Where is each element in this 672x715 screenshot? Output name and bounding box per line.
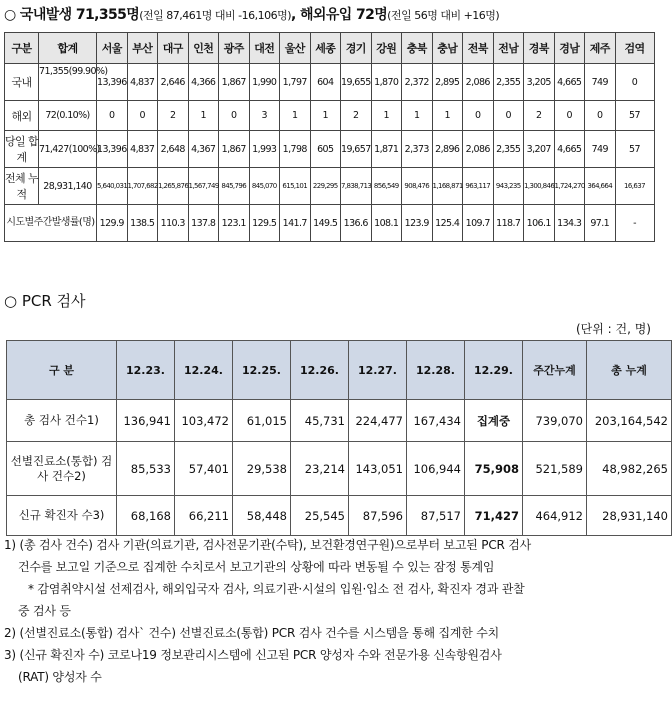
data-cell: 129.9 [97, 205, 128, 242]
table-row [5, 64, 655, 101]
header-cell: 주간누계 [523, 341, 587, 400]
data-cell: 3,207 [524, 131, 555, 168]
table-row [5, 168, 655, 205]
data-cell: 1,300,846 [524, 168, 555, 205]
data-cell: 29,538 [233, 442, 291, 496]
total-cell: 72(0.10%) [39, 101, 97, 131]
data-cell: 1 [402, 101, 433, 131]
data-cell: 2,355 [493, 131, 524, 168]
header-cell: 충북 [402, 33, 433, 64]
data-cell: 943,235 [493, 168, 524, 205]
data-cell: 108.1 [371, 205, 402, 242]
data-cell: 75,908 [465, 442, 523, 496]
data-cell: 4,367 [188, 131, 219, 168]
data-cell: 28,931,140 [587, 496, 672, 536]
data-cell: 13,396 [97, 131, 128, 168]
overseas-change: (전일 56명 대비 +16명) [387, 9, 500, 22]
data-cell: 0 [219, 101, 250, 131]
data-cell: 19,657 [341, 131, 372, 168]
header-cell: 12.25. [233, 341, 291, 400]
data-cell: 0 [97, 101, 128, 131]
data-cell: 856,549 [371, 168, 402, 205]
data-cell: 4,837 [127, 131, 158, 168]
data-cell: 2,372 [402, 64, 433, 101]
data-cell: 87,596 [349, 496, 407, 536]
row-label: 전체 누적 [5, 168, 39, 205]
data-cell: 615,101 [280, 168, 311, 205]
row-label: 당일 합계 [5, 131, 39, 168]
data-cell: 1,993 [249, 131, 280, 168]
data-cell: 13,396 [97, 64, 128, 101]
data-cell: 87,517 [407, 496, 465, 536]
data-cell: 129.5 [249, 205, 280, 242]
header-cell: 인천 [188, 33, 219, 64]
data-cell: 136,941 [117, 400, 175, 442]
data-cell: 0 [463, 101, 494, 131]
domestic-count: ○ 국내발생 71,355명 [4, 7, 140, 23]
header-cell: 12.28. [407, 341, 465, 400]
table-row [7, 400, 672, 442]
row-label: 선별진료소(통합) 검사 건수2) [7, 442, 117, 496]
data-cell: 1 [280, 101, 311, 131]
data-cell: 229,295 [310, 168, 341, 205]
pcr-section-title: ○ PCR 검사 [4, 292, 86, 310]
data-cell: 1,724,270 [554, 168, 585, 205]
footnote-2: 2) (선별진료소(통합) 검사` 건수) 선별진료소(통합) PCR 검사 건수를 시스템을 통해 집계한 수치 [4, 626, 500, 640]
table-row [5, 205, 655, 242]
data-cell: 106,944 [407, 442, 465, 496]
data-cell: 2 [158, 101, 189, 131]
data-cell: 71,427 [465, 496, 523, 536]
data-cell: 137.8 [188, 205, 219, 242]
data-cell: 118.7 [493, 205, 524, 242]
header-cell: 충남 [432, 33, 463, 64]
data-cell: 109.7 [463, 205, 494, 242]
header-cell: 검역 [615, 33, 654, 64]
data-cell: 2,646 [158, 64, 189, 101]
data-cell: 4,665 [554, 64, 585, 101]
footnote-1-detail-cont: 중 검사 등 [18, 604, 71, 618]
data-cell: 138.5 [127, 205, 158, 242]
data-cell: 2,895 [432, 64, 463, 101]
data-cell: 1,707,682 [127, 168, 158, 205]
data-cell: 25,545 [291, 496, 349, 536]
data-cell: 7,838,713 [341, 168, 372, 205]
data-cell: 4,366 [188, 64, 219, 101]
data-cell: 604 [310, 64, 341, 101]
data-cell: 141.7 [280, 205, 311, 242]
data-cell: 1 [310, 101, 341, 131]
data-cell: 106.1 [524, 205, 555, 242]
data-cell: 1,870 [371, 64, 402, 101]
data-cell: 1,990 [249, 64, 280, 101]
footnote-1-cont: 건수를 보고일 기준으로 집계한 수치로서 보고기관의 상황에 따라 변동될 수 있는 잠정 통계임 [18, 560, 495, 574]
section1-title [4, 4, 499, 24]
data-cell: 0 [554, 101, 585, 131]
data-cell: 66,211 [175, 496, 233, 536]
data-cell: 0 [585, 101, 616, 131]
row-label: 시도별주간발생률(명) [5, 205, 97, 242]
data-cell: 97.1 [585, 205, 616, 242]
data-cell: 123.9 [402, 205, 433, 242]
data-cell: 61,015 [233, 400, 291, 442]
overseas-count: , 해외유입 72명 [291, 7, 388, 23]
unit-label: (단위 : 건, 명) [575, 322, 651, 336]
data-cell: 16,637 [615, 168, 654, 205]
data-cell: 110.3 [158, 205, 189, 242]
header-cell: 총 누계 [587, 341, 672, 400]
data-cell: 2,086 [463, 64, 494, 101]
data-cell: 집계중 [465, 400, 523, 442]
table-row [7, 442, 672, 496]
header-cell: 12.27. [349, 341, 407, 400]
data-cell: 134.3 [554, 205, 585, 242]
data-cell: 2,086 [463, 131, 494, 168]
data-cell: 203,164,542 [587, 400, 672, 442]
data-cell: 125.4 [432, 205, 463, 242]
data-cell: 0 [615, 64, 654, 101]
header-cell: 대구 [158, 33, 189, 64]
data-cell: 1 [371, 101, 402, 131]
data-cell: 57,401 [175, 442, 233, 496]
row-label: 신규 확진자 수3) [7, 496, 117, 536]
header-cell: 경기 [341, 33, 372, 64]
data-cell: 4,665 [554, 131, 585, 168]
data-cell: 19,655 [341, 64, 372, 101]
data-cell: 749 [585, 131, 616, 168]
row-label: 해외 [5, 101, 39, 131]
header-cell: 12.23. [117, 341, 175, 400]
header-cell: 구분 [5, 33, 39, 64]
table-row [5, 101, 655, 131]
data-cell: 845,070 [249, 168, 280, 205]
data-cell: 749 [585, 64, 616, 101]
table2-header-row [7, 341, 672, 400]
row-label: 총 검사 건수1) [7, 400, 117, 442]
header-cell: 12.29. [465, 341, 523, 400]
data-cell: 58,448 [233, 496, 291, 536]
data-cell: 48,982,265 [587, 442, 672, 496]
data-cell: 908,476 [402, 168, 433, 205]
data-cell: 57 [615, 131, 654, 168]
data-cell: 224,477 [349, 400, 407, 442]
regional-cases-table [4, 32, 655, 242]
data-cell: 963,117 [463, 168, 494, 205]
data-cell: 605 [310, 131, 341, 168]
data-cell: 45,731 [291, 400, 349, 442]
data-cell: 1,871 [371, 131, 402, 168]
data-cell: 2,373 [402, 131, 433, 168]
total-cell: 71,427(100%) [39, 131, 97, 168]
table1-header-row [5, 33, 655, 64]
data-cell: 845,796 [219, 168, 250, 205]
footnote-1-detail: * 감염취약시설 선제검사, 해외입국자 검사, 의료기관·시설의 입원·입소 전 검사, 확진자 경과 관찰 [28, 582, 525, 596]
data-cell: 2 [524, 101, 555, 131]
header-cell: 세종 [310, 33, 341, 64]
header-cell: 서울 [97, 33, 128, 64]
data-cell: 4,837 [127, 64, 158, 101]
table-row [7, 496, 672, 536]
total-cell: 28,931,140 [39, 168, 97, 205]
header-cell: 전북 [463, 33, 494, 64]
header-cell: 경남 [554, 33, 585, 64]
header-cell: 12.24. [175, 341, 233, 400]
footnote-1: 1) (총 검사 건수) 검사 기관(의료기관, 검사전문기관(수탁), 보건환경연구원)으로부터 보고된 PCR 검사 [4, 538, 532, 552]
table-row [5, 131, 655, 168]
data-cell: 1 [188, 101, 219, 131]
header-cell: 대전 [249, 33, 280, 64]
data-cell: 1,798 [280, 131, 311, 168]
header-cell: 합계 [39, 33, 97, 64]
data-cell: 1,867 [219, 131, 250, 168]
pcr-test-table [6, 340, 672, 536]
data-cell: 1,797 [280, 64, 311, 101]
data-cell: 68,168 [117, 496, 175, 536]
data-cell: 1,168,871 [432, 168, 463, 205]
data-cell: 1,265,876 [158, 168, 189, 205]
data-cell: 2,648 [158, 131, 189, 168]
header-cell: 전남 [493, 33, 524, 64]
domestic-change: (전일 87,461명 대비 -16,106명) [139, 9, 291, 22]
data-cell: 2 [341, 101, 372, 131]
data-cell: 3,205 [524, 64, 555, 101]
footnote-3: 3) (신규 확진자 수) 코로나19 정보관리시스템에 신고된 PCR 양성자 수와 전문가용 신속항원검사 [4, 648, 502, 662]
header-cell: 강원 [371, 33, 402, 64]
header-cell: 제주 [585, 33, 616, 64]
data-cell: 149.5 [310, 205, 341, 242]
data-cell: 167,434 [407, 400, 465, 442]
header-cell: 광주 [219, 33, 250, 64]
data-cell: 2,355 [493, 64, 524, 101]
data-cell: 57 [615, 101, 654, 131]
data-cell: 3 [249, 101, 280, 131]
data-cell: 123.1 [219, 205, 250, 242]
data-cell: 0 [493, 101, 524, 131]
data-cell: 364,664 [585, 168, 616, 205]
header-cell: 경북 [524, 33, 555, 64]
data-cell: 739,070 [523, 400, 587, 442]
total-cell: 71,355(99.90%) [39, 64, 97, 101]
header-cell: 부산 [127, 33, 158, 64]
footnotes [4, 534, 654, 688]
header-cell: 구 분 [7, 341, 117, 400]
header-cell: 울산 [280, 33, 311, 64]
data-cell: 2,896 [432, 131, 463, 168]
data-cell: 1 [432, 101, 463, 131]
data-cell: 464,912 [523, 496, 587, 536]
header-cell: 12.26. [291, 341, 349, 400]
data-cell: 23,214 [291, 442, 349, 496]
footnote-3-cont: (RAT) 양성자 수 [18, 670, 102, 684]
row-label: 국내 [5, 64, 39, 101]
data-cell: - [615, 205, 654, 242]
data-cell: 1,867 [219, 64, 250, 101]
data-cell: 85,533 [117, 442, 175, 496]
data-cell: 5,640,031 [97, 168, 128, 205]
data-cell: 143,051 [349, 442, 407, 496]
data-cell: 521,589 [523, 442, 587, 496]
data-cell: 136.6 [341, 205, 372, 242]
data-cell: 103,472 [175, 400, 233, 442]
data-cell: 1,567,749 [188, 168, 219, 205]
data-cell: 0 [127, 101, 158, 131]
